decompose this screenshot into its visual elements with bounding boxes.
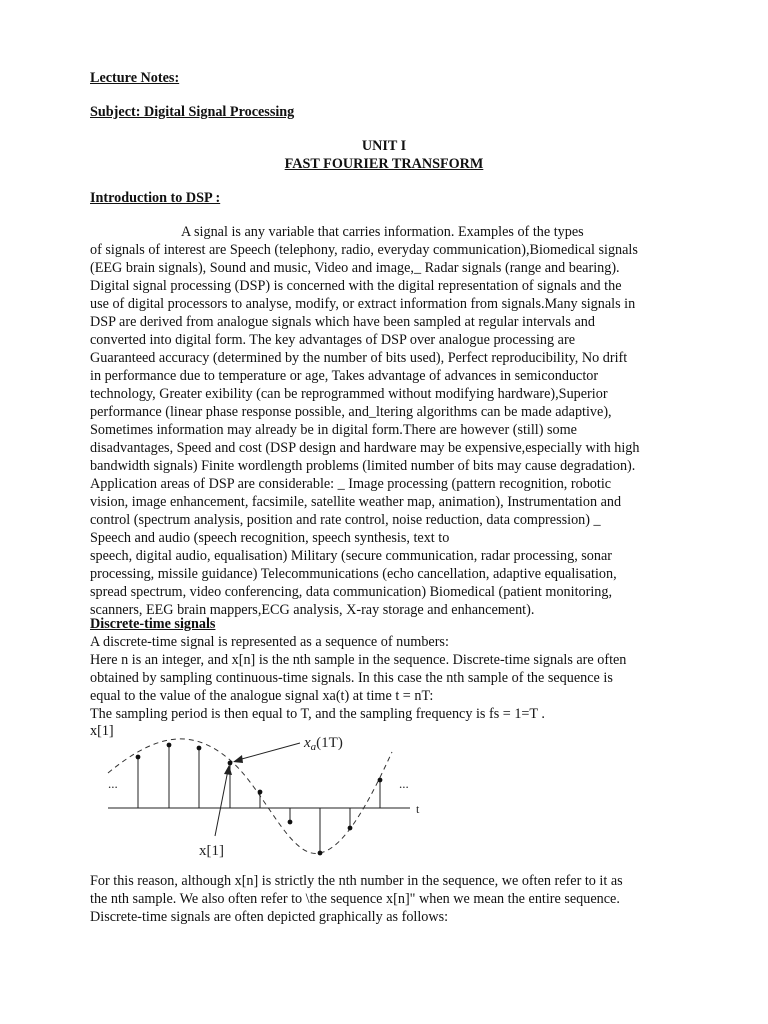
subject-heading: Subject: Digital Signal Processing <box>90 104 295 120</box>
xa-subscript: a <box>310 741 317 753</box>
sample-point <box>378 778 383 783</box>
intro-line: of signals of interest are Speech (telephony, radio, everyday communication),Biomedical signals <box>90 242 638 258</box>
discrete-line: obtained by sampling continuous-time signals. In this case the nth sample of the sequence is <box>90 670 613 686</box>
intro-line: scanners, EEG brain mappers,ECG analysis, X-ray storage and enhancement). <box>90 602 535 618</box>
discrete-line: equal to the value of the analogue signal xa(t) at time t = nT: <box>90 688 434 704</box>
intro-line: converted into digital form. The key advantages of DSP over analogue processing are <box>90 332 575 348</box>
sample-point <box>288 820 293 825</box>
xa-label <box>303 735 343 753</box>
intro-line: technology, Greater exibility (can be reprogrammed without modifying hardware),Superior <box>90 386 608 402</box>
intro-line: use of digital processors to analyse, modify, or extract information from signals.Many signals in <box>90 296 636 312</box>
dots-left: ... <box>108 776 118 791</box>
intro-line: disadvantages, Speed and cost (DSP design and hardware may be expensive,especially with high <box>90 440 640 456</box>
discrete-heading: Discrete-time signals <box>90 616 216 632</box>
discrete-line: Here n is an integer, and x[n] is the nth sample in the sequence. Discrete-time signals are often <box>90 652 627 668</box>
closing-last-line: Discrete-time signals are often depicted graphically as follows: <box>90 909 449 925</box>
intro-line: spread spectrum, video conferencing, data communication) Biomedical (patient monitoring, <box>90 584 613 600</box>
x1-pointer-arrow <box>215 770 228 836</box>
sampling-line: The sampling period is then equal to T, and the sampling frequency is fs = 1=T . <box>90 706 545 722</box>
lecture-notes-heading: Lecture Notes: <box>90 70 180 86</box>
x1-arrow-head <box>224 765 232 775</box>
intro-line: performance (linear phase response possible, and_ltering algorithms can be made adaptive), <box>90 404 612 420</box>
discrete-line: A discrete-time signal is represented as a sequence of numbers: <box>90 634 449 650</box>
intro-line: DSP are derived from analogue signals which have been sampled at regular intervals and <box>90 314 595 330</box>
intro-line: processing, missile guidance) Telecommunications (echo cancellation, adaptive equalisation, <box>90 566 617 582</box>
intro-line: control (spectrum analysis, position and rate control, noise reduction, data compression) _ <box>90 512 601 528</box>
x1-label-bottom: x[1] <box>199 843 224 859</box>
intro-line: (EEG brain signals), Sound and music, Video and image,_ Radar signals (range and bearing). <box>90 260 620 276</box>
intro-line: in performance due to temperature or age, Takes advantage of advances in semiconductor <box>90 368 599 384</box>
xa-symbol: x <box>304 735 311 751</box>
analog-signal-curve <box>108 739 392 854</box>
sample-point <box>348 826 353 831</box>
closing-line: For this reason, although x[n] is strictly the nth number in the sequence, we often refer to it as <box>90 873 623 889</box>
sample-point <box>197 746 202 751</box>
intro-first-line: A signal is any variable that carries information. Examples of the types <box>181 224 584 240</box>
intro-line: vision, image enhancement, facsimile, satellite weather map, animation), Instrumentation and <box>90 494 622 510</box>
sample-point <box>228 761 233 766</box>
sample-point <box>136 755 141 760</box>
intro-heading: Introduction to DSP : <box>90 190 221 206</box>
unit-number: UNIT I <box>361 138 407 154</box>
sample-point <box>167 743 172 748</box>
x1-label-top: x[1] <box>90 723 114 739</box>
intro-line: Digital signal processing (DSP) is concerned with the digital representation of signals and the <box>90 278 622 294</box>
dots-right: ... <box>399 776 409 791</box>
intro-line: speech, digital audio, equalisation) Military (secure communication, radar processing, sonar <box>90 548 613 564</box>
closing-paragraph <box>90 872 678 908</box>
intro-line: Sometimes information may already be in digital form.There are however (still) some <box>90 422 577 438</box>
xa-pointer-arrow <box>238 743 300 760</box>
intro-line: Speech and audio (speech recognition, speech synthesis, text to <box>90 530 450 546</box>
closing-line: the nth sample. We also often refer to \the sequence x[n]" when we mean the entire sequence. <box>90 891 620 907</box>
intro-line: Guaranteed accuracy (determined by the number of bits used), Perfect reproducibility, No drift <box>90 350 628 366</box>
unit-title: FAST FOURIER TRANSFORM <box>284 156 484 172</box>
xa-argument: (1T) <box>316 735 343 751</box>
sample-point <box>258 790 263 795</box>
sample-point <box>318 851 323 856</box>
t-axis-label: t <box>416 802 420 816</box>
intro-line: bandwidth signals) Finite wordlength problems (limited number of bits may cause degradation). <box>90 458 636 474</box>
xa-arrow-head <box>233 755 243 763</box>
intro-line: Application areas of DSP are considerable: _ Image processing (pattern recognition, robotic <box>90 476 612 492</box>
